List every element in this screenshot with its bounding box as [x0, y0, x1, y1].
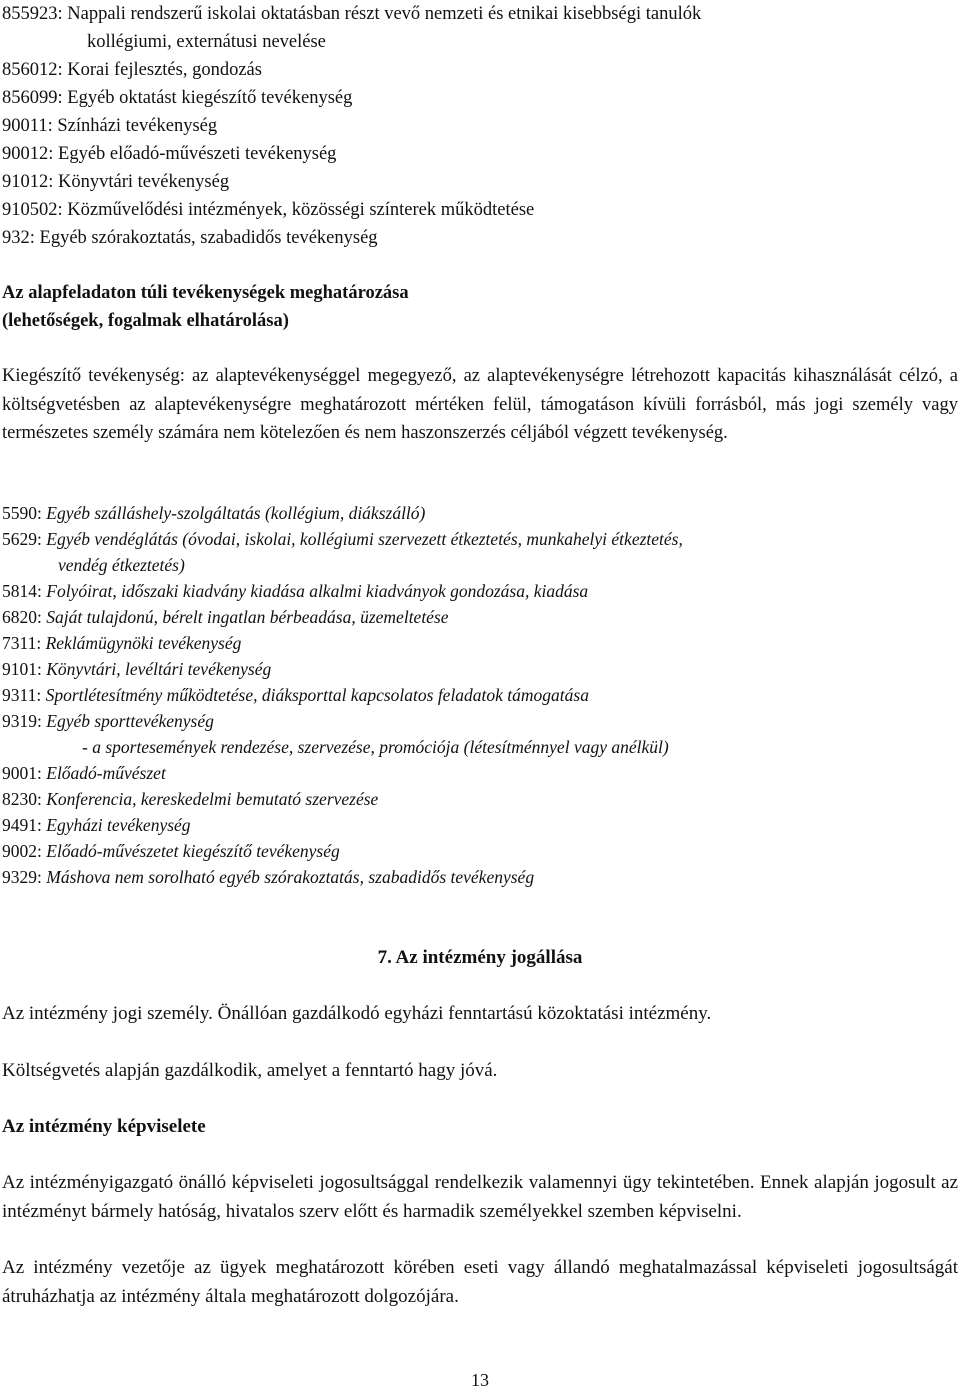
code-description: Egyéb sporttevékenység: [46, 711, 214, 731]
code-description: Egyéb előadó-művészeti tevékenység: [58, 144, 337, 164]
code-line: [2, 140, 952, 168]
activity-code-list: [2, 0, 952, 252]
code-line: [2, 786, 952, 812]
code-number: 7311:: [2, 633, 46, 653]
code-description: Könyvtári, levéltári tevékenység: [46, 659, 272, 679]
section-heading-line-2: (lehetőségek, fogalmak elhatárolása): [2, 311, 289, 331]
code-line: [2, 500, 952, 526]
code-description: Egyéb szórakoztatás, szabadidős tevékenység: [39, 228, 378, 248]
code-description: Egyéb szálláshely-szolgáltatás (kollégium, diákszálló): [46, 503, 426, 523]
code-continuation: kollégiumi, externátusi nevelése: [87, 32, 326, 52]
code-number: 932:: [2, 228, 40, 248]
section-heading-line-1: Az alapfeladaton túli tevékenységek meghatározása: [2, 283, 409, 303]
code-description: Egyházi tevékenység: [46, 815, 191, 835]
code-line: [2, 168, 952, 196]
code-line: [2, 196, 952, 224]
budget-line: Költségvetés alapján gazdálkodik, amelyet a fenntartó hagy jóvá.: [2, 1060, 498, 1081]
code-line: [2, 838, 952, 864]
code-line: [2, 0, 952, 28]
code-description: Egyéb vendéglátás (óvodai, iskolai, kollégiumi szervezett étkeztetés, munkahelyi étkeztetés,: [46, 529, 683, 549]
code-line: [2, 760, 952, 786]
code-description: Máshova nem sorolható egyéb szórakoztatás, szabadidős tevékenység: [46, 867, 535, 887]
representation-heading: Az intézmény képviselete: [2, 1116, 206, 1137]
delegation-paragraph: Az intézmény vezetője az ügyek meghatározott körében eseti vagy állandó meghatalmazással képviseleti jogosultságát átruházhatja az intézmény általa meghatározott dolgozójára.: [2, 1257, 958, 1307]
code-number: 91012:: [2, 172, 59, 192]
code-continuation: - a sportesemények rendezése, szervezése, promóciója (létesítménnyel vagy anélkül): [82, 737, 669, 757]
code-line: [2, 112, 952, 140]
code-number: 90012:: [2, 144, 59, 164]
code-description: Konferencia, kereskedelmi bemutató szervezése: [46, 789, 379, 809]
code-number: 9001:: [2, 763, 47, 783]
code-number: 9002:: [2, 841, 47, 861]
code-number: 9101:: [2, 659, 47, 679]
code-number: 855923:: [2, 4, 68, 24]
code-description: Saját tulajdonú, bérelt ingatlan bérbeadása, üzemeltetése: [46, 607, 449, 627]
code-description: Egyéb oktatást kiegészítő tevékenység: [67, 88, 353, 108]
code-description: Előadó-művészetet kiegészítő tevékenység: [46, 841, 340, 861]
code-number: 910502:: [2, 200, 68, 220]
code-description: Színházi tevékenység: [57, 116, 218, 136]
code-line: [2, 604, 952, 630]
code-line: [2, 224, 952, 252]
code-description: Reklámügynöki tevékenység: [45, 633, 242, 653]
code-line: [2, 84, 952, 112]
code-description: Korai fejlesztés, gondozás: [67, 60, 262, 80]
supplementary-code-list: [2, 500, 952, 890]
code-line: [2, 708, 952, 734]
code-description: Nappali rendszerű iskolai oktatásban részt vevő nemzeti és etnikai kisebbségi tanulók: [67, 4, 702, 24]
code-number: 6820:: [2, 607, 47, 627]
legal-status-line: Az intézmény jogi személy. Önállóan gazdálkodó egyházi fenntartású közoktatási intézmény.: [2, 1003, 712, 1024]
code-number: 90011:: [2, 116, 58, 136]
code-number: 8230:: [2, 789, 47, 809]
code-description: Közművelődési intézmények, közösségi színterek működtetése: [67, 200, 535, 220]
code-description: Könyvtári tevékenység: [58, 172, 230, 192]
code-number: 5814:: [2, 581, 47, 601]
code-line: [2, 864, 952, 890]
code-line: [2, 812, 952, 838]
code-description: Sportlétesítmény működtetése, diáksporttal kapcsolatos feladatok támogatása: [45, 685, 589, 705]
code-number: 856012:: [2, 60, 68, 80]
code-line: [2, 656, 952, 682]
code-number: 5629:: [2, 529, 47, 549]
code-number: 856099:: [2, 88, 68, 108]
definition-paragraph: Kiegészítő tevékenység: az alaptevékenységgel megegyező, az alaptevékenységre létrehozott kapacitás kihasználását célzó, a költségvetésben az alaptevékenységre meghatározott mértéken felül, támogatáson kívüli forrásból, más jogi személy vagy természetes személy számára nem kötelezően és nem haszonszerzés céljából végzett tevékenység.: [2, 366, 958, 443]
code-line: [2, 578, 952, 604]
code-line: [2, 630, 952, 656]
code-number: 5590:: [2, 503, 47, 523]
code-number: 9319:: [2, 711, 47, 731]
code-description: Előadó-művészet: [46, 763, 166, 783]
code-continuation: vendég étkeztetés): [58, 555, 185, 575]
representation-paragraph: Az intézményigazgató önálló képviseleti jogosultsággal rendelkezik valamennyi ügy tekintetében. Ennek alapján jogosult az intézményt bármely hatóság, hivatalos szerv előtt és harmadik személyekkel szemben képviselni.: [2, 1172, 958, 1222]
section-7-title: 7. Az intézmény jogállása: [377, 947, 583, 968]
code-description: Folyóirat, időszaki kiadvány kiadása alkalmi kiadványok gondozása, kiadása: [46, 581, 589, 601]
code-number: 9491:: [2, 815, 47, 835]
code-number: 9311:: [2, 685, 46, 705]
code-number: 9329:: [2, 867, 47, 887]
code-line: [2, 526, 952, 552]
code-line: [2, 682, 952, 708]
page-number: 13: [471, 1370, 489, 1390]
code-line: [2, 56, 952, 84]
